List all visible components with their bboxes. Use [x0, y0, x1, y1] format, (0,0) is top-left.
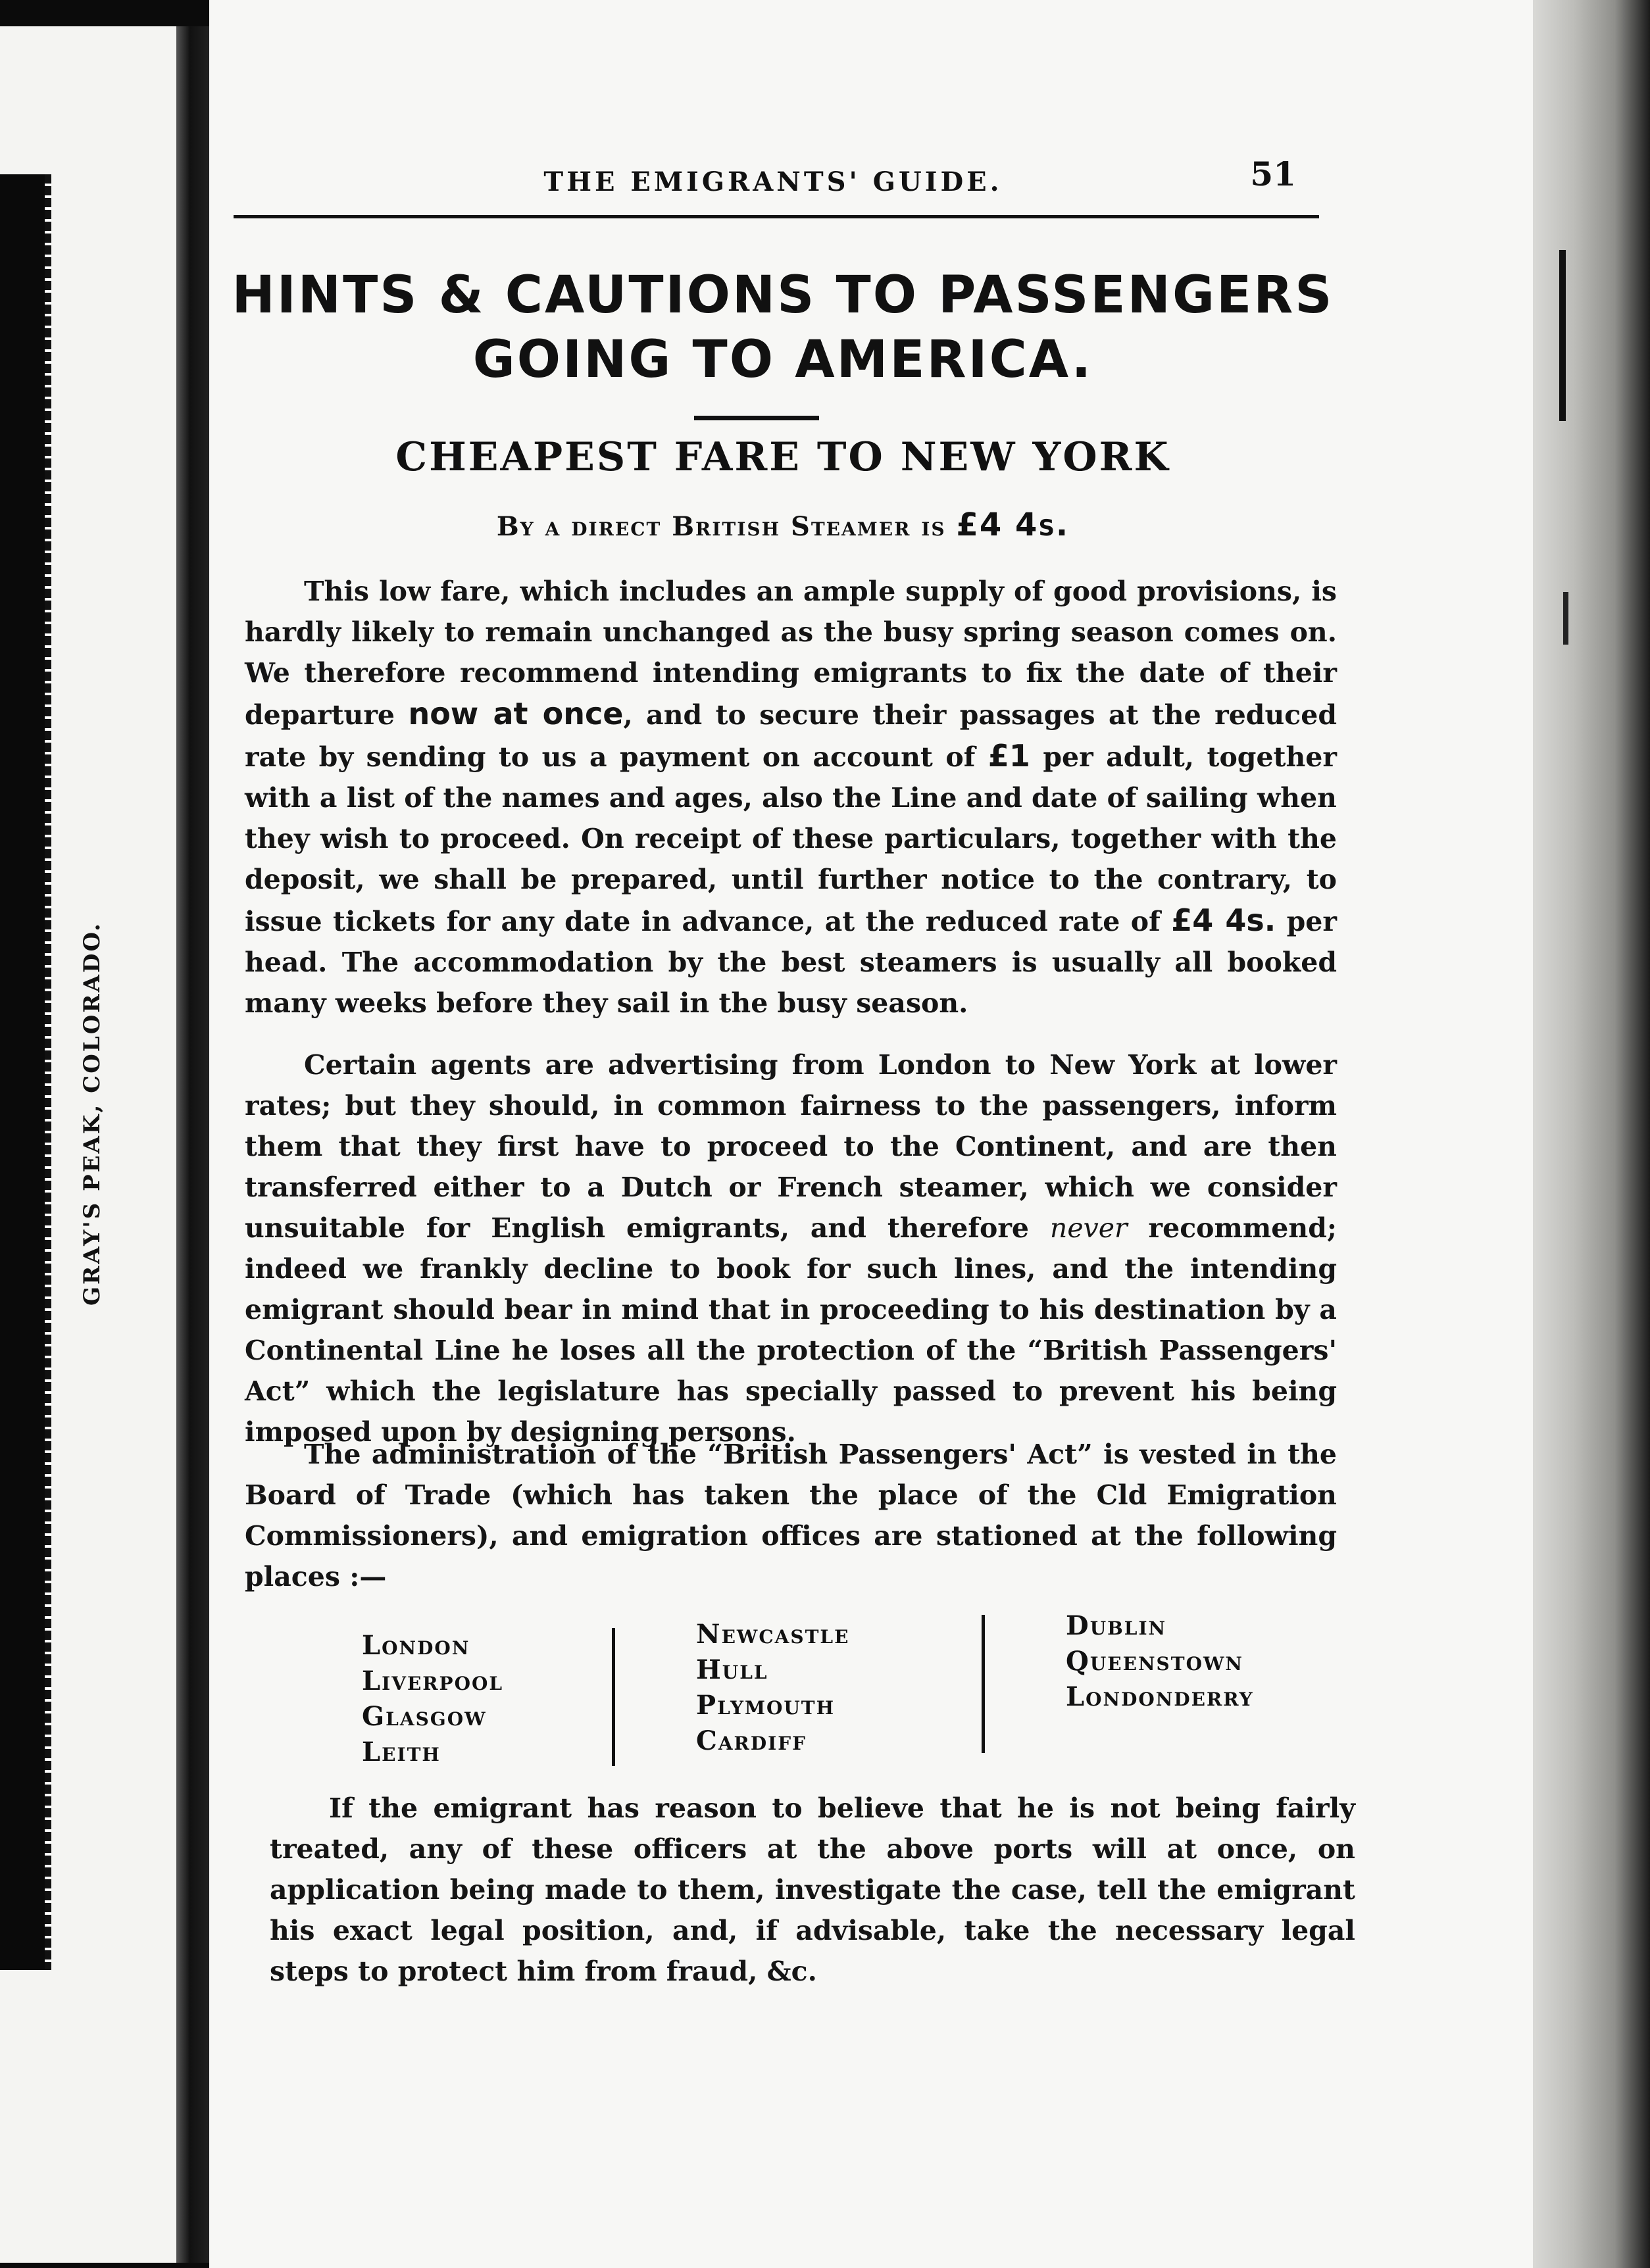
port-name: Hull [696, 1654, 768, 1685]
ports-column-1 [362, 1628, 503, 1770]
facing-page-engraving [0, 174, 47, 1970]
paragraph-2-text: recommend; indeed we frankly decline to book for such lines, and the intending emigrant should bear in mind that in proceeding to his destination by a Continental Line he loses all the protection of the “British Passengers' Act” which the legislature has specially passed to prevent his being imposed upon by designing persons. [245, 1212, 1337, 1448]
paragraph-1-fare: £4 4s. [1171, 902, 1276, 938]
byline [224, 506, 1342, 543]
page-number: 51 [1250, 155, 1296, 193]
book-gutter [176, 26, 211, 2263]
paragraph-1-text: per head. The accommodation by the best steamers is usually all booked many weeks before they sail in the busy season. [245, 906, 1337, 1019]
ports-column-2 [696, 1617, 849, 1759]
title-line-1: HINTS & CAUTIONS TO PASSENGERS [232, 266, 1334, 325]
subtitle: CHEAPEST FARE TO NEW YORK [395, 434, 1170, 480]
byline-text: By a direct British Steamer is [496, 511, 946, 542]
port-name: Londonderry [1066, 1681, 1254, 1712]
port-name: Dublin [1066, 1610, 1167, 1641]
port-name: Glasgow [362, 1701, 487, 1732]
ports-column-3 [1066, 1608, 1254, 1715]
paragraph-1-text: per adult, together with a list of the names and ages, also the Line and date of sailing when they wish to proceed. On receipt of these particulars, together with the deposit, we shall be prepared, until further notice to the contrary, to issue tickets for any date in advance, at the reduced rate of [245, 741, 1337, 937]
port-name: Liverpool [362, 1665, 504, 1696]
column-divider [982, 1615, 985, 1753]
page-header [230, 155, 1316, 207]
title-line-2: GOING TO AMERICA. [472, 330, 1093, 389]
paragraph-1 [245, 571, 1337, 1023]
paragraph-1-text: , and to secure their passages at the reduced rate by sending to us a payment on account of [245, 699, 1337, 773]
paragraph-1-amount: £1 [988, 738, 1030, 774]
paragraph-3: The administration of the “British Passengers' Act” is vested in the Board of Trade (which has taken the place of the Cld Emigration Commissioners), and emigration offices are stationed at the following places :— [245, 1439, 1337, 1592]
paragraph-2 [245, 1045, 1337, 1452]
side-caption-text: GRAY'S PEAK, COLORADO. [79, 922, 105, 1306]
running-head: THE EMIGRANTS' GUIDE. [543, 166, 1003, 197]
page-edge [1533, 0, 1650, 2268]
header-rule [234, 215, 1319, 218]
paragraph-2-italic: never [1049, 1212, 1128, 1244]
port-name: Plymouth [696, 1690, 836, 1721]
byline-fare: £4 4s. [956, 506, 1070, 543]
column-divider [612, 1628, 615, 1766]
port-name: Cardiff [696, 1725, 807, 1756]
paragraph-2-text: Certain agents are advertising from London to New York at lower rates; but they should, in common fairness to the passengers, inform them that they first have to proceed to the Continent, and are then transferred either to a Dutch or French steamer, which we consider unsuitable for English emigrants, and therefore [245, 1049, 1337, 1244]
port-name: Leith [362, 1737, 441, 1767]
port-name: Newcastle [696, 1619, 850, 1650]
paragraph-4: If the emigrant has reason to believe that he is not being fairly treated, any of these officers at the above ports will at once, on application being made to them, investigate the case, tell the emigrant his exact legal position, and, if advisable, take the necessary legal steps to protect him from fraud, &c. [270, 1792, 1355, 1987]
port-name: London [362, 1630, 470, 1661]
paragraph-1-text: This low fare, which includes an ample supply of good provisions, is hardly likely to remain unchanged as the busy spring season comes on. We therefore recommend intending emigrants to fix the date of their departure [245, 576, 1337, 731]
title-rule [694, 416, 819, 420]
paragraph-1-emphasis: now at once [408, 696, 624, 731]
page-title [224, 263, 1342, 392]
port-name: Queenstown [1066, 1646, 1244, 1677]
